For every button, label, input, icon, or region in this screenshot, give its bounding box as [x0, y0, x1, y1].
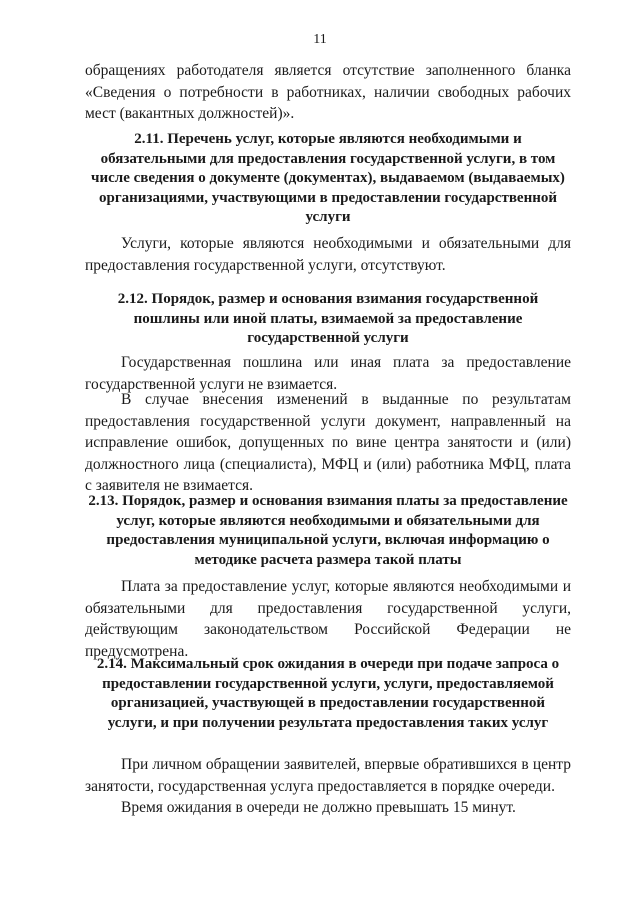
intro-paragraph: обращениях работодателя является отсутствие заполненного бланка «Сведения о потребности в работниках, наличии свободных рабочих мест (вакантных должностей)». [85, 62, 571, 122]
section-2-14-heading: 2.14. Максимальный срок ожидания в очереди при подаче запроса о предоставлении государственной услуги, услуги, предоставляемой организацией, участвующей в предоставлении государственной услуги, и при получении результата предоставления таких услуг [96, 656, 560, 731]
section-2-11-paragraph: Услуги, которые являются необходимыми и обязательными для предоставления государственной услуги, отсутствуют. [85, 235, 571, 274]
section-2-12-paragraph-1: Государственная пошлина или иная плата за предоставление государственной услуги не взимается. [85, 354, 571, 393]
section-2-12-heading: 2.12. Порядок, размер и основания взимания государственной пошлины или иной платы, взимаемой за предоставление государственной услуги [117, 291, 539, 346]
section-2-14-paragraph-1: При личном обращении заявителей, впервые обратившихся в центр занятости, государственная услуга предоставляется в порядке очереди. [85, 756, 571, 795]
page-number: 11 [313, 32, 327, 47]
section-2-11-heading: 2.11. Перечень услуг, которые являются необходимыми и обязательными для предоставления государственной услуги, в том числе сведения о документе (документах), выдаваемом (выдаваемых) организациями, участвующими в предоставлении государственной услуги [91, 131, 565, 225]
section-2-14-paragraph-2: Время ожидания в очереди не должно превышать 15 минут. [121, 799, 516, 816]
section-2-13-heading: 2.13. Порядок, размер и основания взимания платы за предоставление услуг, которые являются необходимыми и обязательными для предоставления муниципальной услуги, включая информацию о методике расчета размера такой платы [88, 493, 568, 568]
section-2-13-paragraph: Плата за предоставление услуг, которые являются необходимыми и обязательными для предоставления государственной услуги, действующим законодательством Российской Федерации не предусмотрена. [85, 578, 571, 660]
section-2-12-paragraph-2: В случае внесения изменений в выданные по результатам предоставления государственной услуги документ, направленный на исправление ошибок, допущенных по вине центра занятости и (или) должностного лица (специалиста), МФЦ и (или) работника МФЦ, плата с заявителя не взимается. [85, 391, 571, 494]
